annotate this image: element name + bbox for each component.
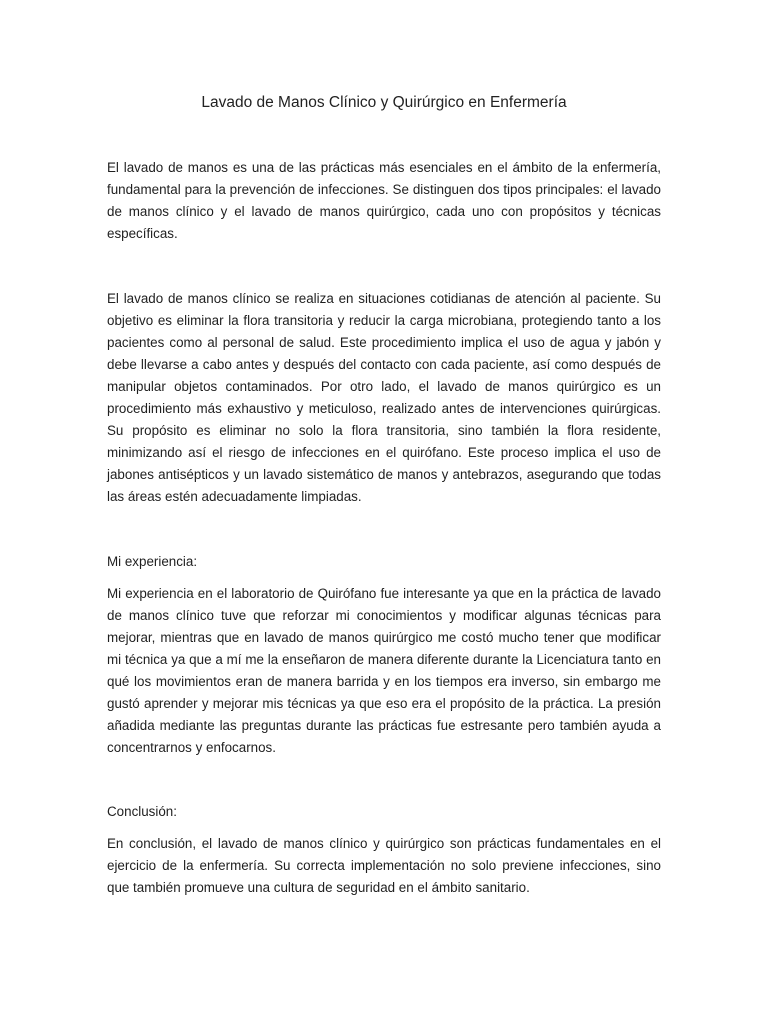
conclusion-heading: Conclusión: bbox=[107, 804, 177, 819]
intro-paragraph: El lavado de manos es una de las prácticas más esenciales en el ámbito de la enfermería, fundamental para la prevención de infecciones. Se distinguen dos tipos principales: el lavado de manos clínico y el lavado de manos quirúrgico, cada uno con propósitos y técnicas específicas. bbox=[107, 160, 661, 241]
experience-heading: Mi experiencia: bbox=[107, 554, 198, 569]
document-title: Lavado de Manos Clínico y Quirúrgico en Enfermería bbox=[201, 94, 567, 111]
experience-paragraph: Mi experiencia en el laboratorio de Quirófano fue interesante ya que en la práctica de lavado de manos clínico tuve que reforzar mi conocimientos y modificar algunas técnicas para mejorar, mientras que en lavado de manos quirúrgico me costó mucho tener que modificar mi técnica ya que a mí me la enseñaron de manera diferente durante la Licenciatura tanto en qué los movimientos eran de manera barrida y en los tiempos era inverso, sin embargo me gustó aprender y mejorar mis técnicas ya que eso era el propósito de la práctica. La presión añadida mediante las preguntas durante las prácticas fue estresante pero también ayuda a concentrarnos y enfocarnos. bbox=[107, 586, 661, 755]
conclusion-paragraph: En conclusión, el lavado de manos clínico y quirúrgico son prácticas fundamentales en el ejercicio de la enfermería. Su correcta implementación no solo previene infecciones, sino que también promueve una cultura de seguridad en el ámbito sanitario. bbox=[107, 836, 661, 895]
body-paragraph: El lavado de manos clínico se realiza en situaciones cotidianas de atención al paciente. Su objetivo es eliminar la flora transitoria y reducir la carga microbiana, protegiendo tanto a los pacientes como al personal de salud. Este procedimiento implica el uso de agua y jabón y debe llevarse a cabo antes y después del contacto con cada paciente, así como después de manipular objetos contaminados. Por otro lado, el lavado de manos quirúrgico es un procedimiento más exhaustivo y meticuloso, realizado antes de intervenciones quirúrgicas. Su propósito es eliminar no solo la flora transitoria, sino también la flora residente, minimizando así el riesgo de infecciones en el quirófano. Este proceso implica el uso de jabones antisépticos y un lavado sistemático de manos y antebrazos, asegurando que todas las áreas estén adecuadamente limpiadas. bbox=[107, 291, 661, 504]
